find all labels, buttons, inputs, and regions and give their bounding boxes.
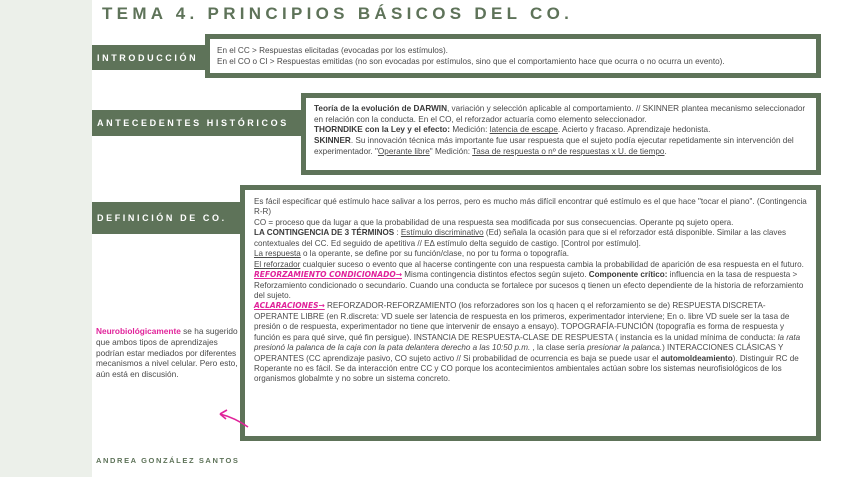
- skinner-text-1: . Su innovación técnica más importante fue usar respuesta que el sujeto podía ejecutar repetidamente sin intervención del experimentador. ": [314, 135, 794, 156]
- section-label-definicion: DEFINICIÓN DE CO.: [92, 202, 244, 234]
- la-respuesta-term: La respuesta: [254, 249, 301, 259]
- def-p3-text-1: :: [394, 228, 401, 238]
- pink-arrow-icon: [218, 400, 250, 430]
- def-paragraph-2: CO = proceso que da lugar a que la probabilidad de una respuesta sea modificada por sus consecuencias. Operante pq sujeto opera.: [254, 217, 734, 227]
- section-label-antecedentes: ANTECEDENTES HISTÓRICOS: [92, 110, 304, 136]
- def-p7-text-2: , la clase sería: [530, 343, 587, 353]
- latencia-escape-term: latencia de escape: [489, 125, 558, 135]
- operante-libre-term: Operante libre: [377, 146, 430, 156]
- def-p7-text-1: REFORZADOR-REFORZAMIENTO (los reforzadores son los q hacen q el reforzamiento se de) RESPUESTA DISCRETA-OPERANTE LIBRE (en R.discreta: VD suele ser latencia de respuesta en los primeros, experimentador interviene; En o. libre VD suele ser la tasa de presión o de respuesta, experimentador no tiene que intervenir de ensayo a ensayo). TOPOGRAFÍA-FUNCIÓN (topografía es forma de respuesta y función es para qué sirve, qué fin persigue). INSTANCIA DE RESPUESTA-CLASE DE RESPUESTA ( instancia es la unidad mínima de conducta:: [254, 301, 790, 342]
- def-paragraph-1: Es fácil especificar qué estímulo hace salivar a los perros, pero es mucho más difícil encontrar qué estímulo es el que hace "tocar el piano". (Contingencia R-R): [254, 197, 807, 217]
- estimulo-discriminativo-term: Estímulo discriminativo: [400, 228, 484, 238]
- intro-line-2: En el CO o CI > Respuestas emitidas (no son evocadas por estímulos, sino que el comportamiento hace que ocurra o no ocurra un evento).: [217, 56, 725, 66]
- side-note-highlight: Neurobiológicamente: [96, 326, 181, 336]
- def-p7-text-3: ) INTERACCIONES CLÁSICAS Y OPERANTES (CC aprendizaje pasivo, CO sujeto activo // Si probabilidad de ocurrencia es baja se puede usar el: [254, 343, 784, 363]
- def-paragraph-3: [254, 228, 807, 249]
- darwin-text: , variación y selección aplicable al comportamiento. // SKINNER plantea mecanismo seleccionador en relación con la conducta. En el CO, el reforzador actuaría como elemento seleccionador.: [314, 104, 806, 124]
- thorndike-text-1: Medición:: [450, 125, 490, 135]
- def-p3-text-2: (Ed) señala la ocasión para que si el reforzador está disponible. Similar a las claves contextuales del CC. Ed seguido de apetitiva // EΔ estímulo delta seguido de castigo. [Control por estímulo].: [254, 228, 786, 248]
- def-paragraph-6: [254, 270, 807, 301]
- left-strip: [0, 0, 92, 477]
- darwin-heading: Teoría de la evolución de DARWIN: [314, 104, 447, 113]
- def-paragraph-7: [254, 301, 807, 385]
- def-paragraph-5: [254, 260, 807, 270]
- author-name: ANDREA GONZÁLEZ SANTOS: [96, 456, 240, 465]
- def-p6-text-1: Misma contingencia distintos efectos según sujeto.: [402, 270, 589, 280]
- def-p6-text-2: influencia en la tasa de respuesta > Reforzamiento condicionado o secundario. Cuando una conducta se fortalece por sucesos q tienen un efecto dependiente de la historia de reforzamiento del sujeto.: [254, 270, 804, 300]
- handwritten-arrow-2: →: [318, 301, 325, 311]
- section-label-introduccion: INTRODUCCIÓN: [92, 45, 210, 70]
- thorndike-paragraph: [314, 125, 808, 136]
- def-p5-text: cualquier suceso o evento que al hacerse contingente con una respuesta cambia la probabilidad de aparición de esa respuesta en el futuro.: [300, 259, 804, 269]
- contingencia-heading: LA CONTINGENCIA DE 3 TÉRMINOS: [254, 228, 395, 238]
- definicion-box: [240, 185, 821, 441]
- def-p7-italic-1: la rata presionó la palanca de la caja con la pata delantera derecho a las 10:50 p.m.: [254, 332, 801, 353]
- intro-line-1: En el CC > Respuestas elicitadas (evocadas por los estímulos).: [217, 46, 448, 55]
- darwin-paragraph: [314, 104, 808, 125]
- skinner-heading: SKINNER: [314, 135, 351, 145]
- side-note: [96, 326, 238, 380]
- intro-box: [205, 34, 821, 78]
- automoldeamiento-term: automoldeamiento: [660, 353, 733, 363]
- skinner-text-3: .: [664, 146, 667, 156]
- antecedentes-box: [301, 93, 821, 175]
- def-p7-text-4: ). Distinguir RC de Roperante no es fácil. Se da interacción entre CC y CO porque los acontecimientos ambientales actúan sobre los sistemas neurofisiológicos de los organismos globalmte y no sobre un sistema concreto.: [254, 353, 799, 384]
- page-title: TEMA 4. PRINCIPIOS BÁSICOS DEL CO.: [102, 4, 574, 23]
- handwritten-reforzamiento-note: REFORZAMIENTO CONDICIONADO: [254, 270, 396, 280]
- thorndike-text-2: . Acierto y fracaso. Aprendizaje hedonista.: [557, 125, 711, 135]
- skinner-paragraph: [314, 136, 808, 157]
- def-p7-italic-2: presionar la palanca.: [586, 343, 663, 353]
- componente-critico-heading: Componente crítico:: [588, 270, 668, 280]
- def-p4-text: o la operante, se define por su función/clase, no por tu forma o topografía.: [300, 249, 569, 259]
- handwritten-aclaraciones-note: ACLARACIONES: [254, 301, 319, 311]
- thorndike-heading: THORNDIKE con la Ley y el efecto:: [314, 125, 451, 135]
- el-reforzador-term: El reforzador: [254, 259, 301, 269]
- side-note-text: se ha sugerido que ambos tipos de aprendizajes podrían estar mediados por diferentes mecanismos a nivel celular. Pero esto, aún está en discusión.: [96, 326, 238, 380]
- handwritten-arrow: →: [395, 270, 402, 280]
- def-paragraph-4: [254, 249, 807, 259]
- skinner-text-2: " Medición:: [429, 146, 473, 156]
- tasa-respuesta-term: Tasa de respuesta o nº de respuestas x U. de tiempo: [472, 146, 665, 156]
